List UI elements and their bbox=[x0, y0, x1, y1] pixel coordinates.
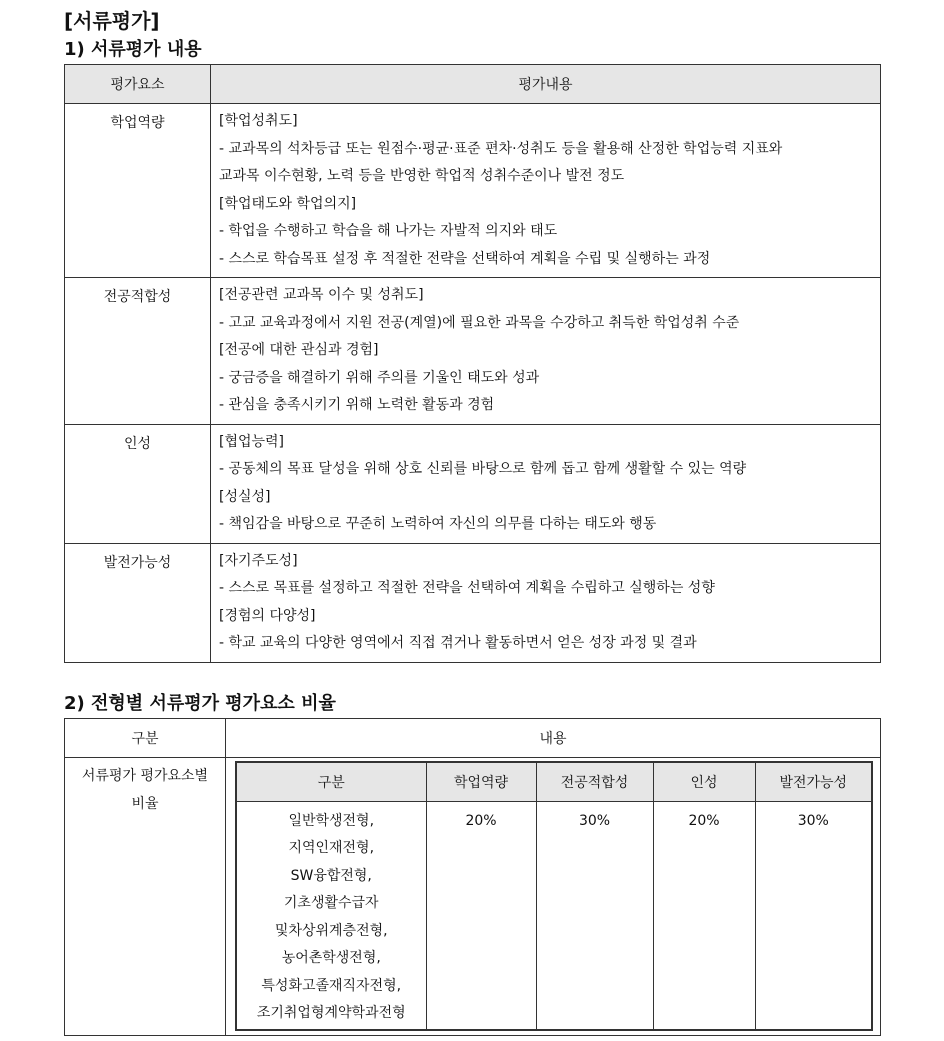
table-header-row bbox=[65, 718, 881, 757]
section1-heading: 1) 서류평가 내용 bbox=[64, 39, 202, 60]
ratio-value: 30% bbox=[578, 812, 611, 829]
content-line: - 공동체의 목표 달성을 위해 상호 신뢰를 바탕으로 함께 돕고 함께 생활할 수 있는 역량 bbox=[219, 461, 747, 477]
content-line: - 책임감을 바탕으로 꾸준히 노력하여 자신의 의무를 다하는 태도와 행동 bbox=[219, 516, 657, 532]
table-row bbox=[65, 543, 881, 662]
content-line: [전공관련 교과목 이수 및 성취도] bbox=[219, 287, 424, 303]
content-line: - 학교 교육의 다양한 영역에서 직접 겪거나 활동하면서 얻은 성장 과정 및 결과 bbox=[219, 635, 697, 651]
content-character bbox=[211, 424, 881, 543]
admission-type: 및차상위계층전형, bbox=[274, 922, 388, 939]
section2-heading: 2) 전형별 서류평가 평가요소 비율 bbox=[64, 692, 336, 714]
ratio-value: 30% bbox=[797, 812, 829, 829]
admission-types bbox=[236, 801, 426, 1030]
table-row bbox=[65, 278, 881, 425]
ratio-value: 20% bbox=[465, 812, 497, 829]
inner-data-row bbox=[236, 801, 872, 1030]
document-title: [서류평가] bbox=[64, 9, 160, 33]
content-line: [학업태도와 학업의지] bbox=[219, 195, 357, 212]
content-line: [협업능력] bbox=[219, 433, 285, 450]
content-line: - 스스로 목표를 설정하고 적절한 전략을 선택하여 계획을 수립하고 실행하는 성향 bbox=[219, 580, 715, 596]
category-character: 인성 bbox=[65, 424, 211, 543]
content-line: - 스스로 학습목표 설정 후 적절한 전략을 선택하여 계획을 수립 및 실행하는 과정 bbox=[219, 250, 711, 267]
header-element: 평가요소 bbox=[65, 65, 211, 104]
admission-type: 지역인재전형, bbox=[288, 840, 375, 856]
content-line: [학업성취도] bbox=[219, 113, 298, 129]
content-line: [성실성] bbox=[219, 488, 271, 505]
ratio-cell bbox=[226, 757, 881, 1035]
category-potential: 발전가능성 bbox=[65, 543, 211, 662]
header-division: 구분 bbox=[65, 718, 226, 757]
ratio-table bbox=[64, 718, 881, 1036]
admission-type: 농어촌학생전형, bbox=[281, 950, 381, 966]
document-page bbox=[64, 6, 880, 1036]
content-academic bbox=[211, 104, 881, 278]
content-line: [경험의 다양성] bbox=[219, 607, 316, 624]
admission-type: 일반학생전형, bbox=[288, 812, 375, 829]
content-line: - 교과목의 석차등급 또는 원점수·평균·표준 편차·성취도 등을 활용해 산정한 학업능력 지표와 bbox=[219, 140, 783, 157]
content-line: - 고교 교육과정에서 지원 전공(계열)에 필요한 과목을 수강하고 취득한 학업성취 수준 bbox=[219, 314, 740, 331]
admission-type: 기초생활수급자 bbox=[283, 895, 379, 911]
table-row bbox=[65, 424, 881, 543]
content-major-fit bbox=[211, 278, 881, 425]
inner-header-academic: 학업역량 bbox=[426, 762, 536, 802]
content-line: - 궁금증을 해결하기 위해 주의를 기울인 태도와 성과 bbox=[219, 369, 540, 386]
content-line: - 학업을 수행하고 학습을 해 나가는 자발적 의지와 태도 bbox=[219, 223, 558, 239]
admission-type: SW융합전형, bbox=[290, 867, 372, 884]
evaluation-content-table bbox=[64, 64, 881, 663]
inner-header-character: 인성 bbox=[653, 762, 755, 802]
inner-header-potential: 발전가능성 bbox=[755, 762, 872, 802]
table-row bbox=[65, 757, 881, 1035]
ratio-value: 20% bbox=[688, 812, 720, 829]
admission-type: 특성화고졸재직자전형, bbox=[261, 977, 402, 994]
ratio-row-label bbox=[65, 757, 226, 1035]
content-potential bbox=[211, 543, 881, 662]
inner-header-division: 구분 bbox=[236, 762, 426, 802]
content-line: - 관심을 충족시키기 위해 노력한 활동과 경험 bbox=[219, 397, 495, 413]
category-academic: 학업역량 bbox=[65, 104, 211, 278]
header-content: 내용 bbox=[226, 718, 881, 757]
inner-header-major-fit: 전공적합성 bbox=[536, 762, 653, 802]
content-line: 교과목 이수현황, 노력 등을 반영한 학업적 성취수준이나 발전 정도 bbox=[219, 168, 625, 184]
table-header-row bbox=[65, 65, 881, 104]
inner-header-row bbox=[236, 762, 872, 802]
ratio-academic bbox=[426, 801, 536, 1030]
ratio-major-fit bbox=[536, 801, 653, 1030]
header-content: 평가내용 bbox=[211, 65, 881, 104]
label-line: 서류평가 평가요소별 bbox=[81, 767, 209, 784]
category-major-fit: 전공적합성 bbox=[65, 278, 211, 425]
ratio-inner-table bbox=[235, 761, 873, 1031]
table-row bbox=[65, 104, 881, 278]
admission-type: 조기취업형계약학과전형 bbox=[256, 1005, 406, 1021]
content-line: [전공에 대한 관심과 경험] bbox=[219, 342, 379, 358]
label-line: 비율 bbox=[131, 795, 159, 812]
content-line: [자기주도성] bbox=[219, 552, 298, 569]
ratio-potential bbox=[755, 801, 872, 1030]
ratio-character bbox=[653, 801, 755, 1030]
